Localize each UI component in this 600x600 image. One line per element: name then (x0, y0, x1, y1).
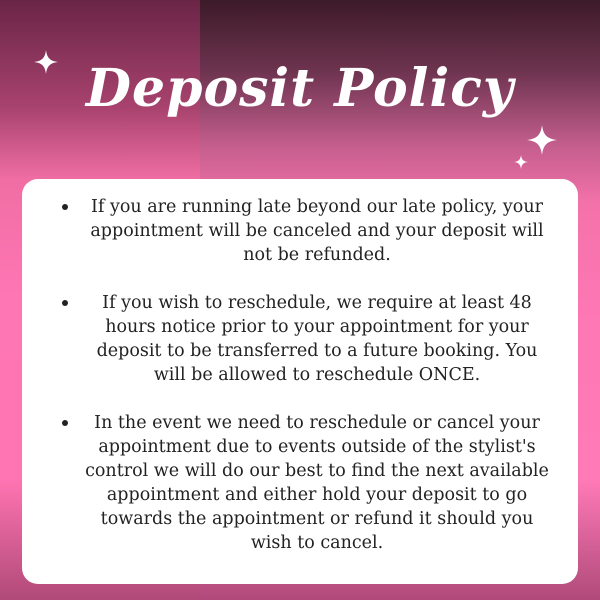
page-title: Deposit Policy (85, 58, 515, 119)
policy-list (62, 195, 552, 555)
policy-item-cancel (62, 411, 552, 555)
sparkle-icon (527, 125, 557, 155)
policy-item-reschedule (62, 291, 552, 387)
policy-text: If you are running late beyond our late policy, your appointment will be canceled and your deposit will not be refunded. (90, 197, 544, 265)
bullet-icon (62, 300, 68, 306)
policy-card (22, 179, 578, 584)
bullet-icon (62, 420, 68, 426)
policy-text: In the event we need to reschedule or cancel your appointment due to events outside of the stylist's control we will do our best to find the next available appointment and either hold your deposit to go towards the appointment or refund it should you wish to cancel. (85, 413, 549, 553)
sparkle-icon (514, 155, 528, 169)
policy-text: If you wish to reschedule, we require at least 48 hours notice prior to your appointment for your deposit to be transferred to a future booking. You will be allowed to reschedule ONCE. (96, 293, 538, 385)
bullet-icon (62, 204, 68, 210)
policy-item-late (62, 195, 552, 267)
